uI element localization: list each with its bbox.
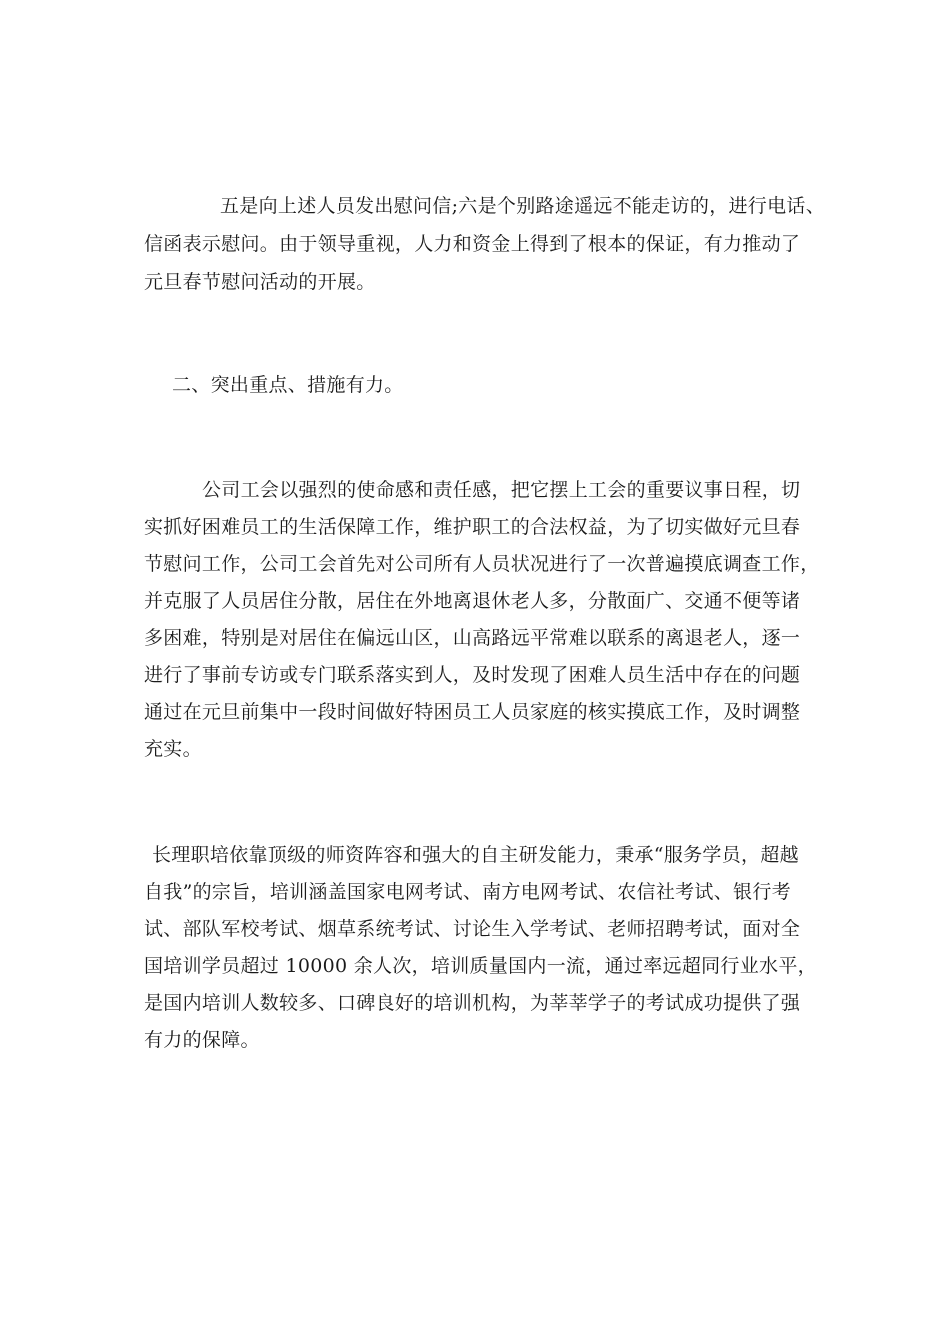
- paragraph-3-line-6: 有力的保障。: [144, 1029, 260, 1051]
- paragraph-3-line-1: 长理职培依靠顶级的师资阵容和强大的自主研发能力，秉承“服务学员，超越: [152, 844, 799, 866]
- paragraph-2-line-2: 实抓好困难员工的生活保障工作，维护职工的合法权益，为了切实做好元旦春: [144, 516, 801, 538]
- paragraph-2-line-3: 节慰问工作，公司工会首先对公司所有人员状况进行了一次普遍摸底调查工作，: [144, 553, 820, 575]
- paragraph-1-line-3: 元旦春节慰问活动的开展。: [144, 271, 376, 293]
- paragraph-2-line-1: 公司工会以强烈的使命感和责任感，把它摆上工会的重要议事日程，切: [202, 479, 801, 501]
- paragraph-3-line-5: 是国内培训人数较多、口碑良好的培训机构，为莘莘学子的考试成功提供了强: [144, 992, 801, 1014]
- paragraph-1-line-2: 信函表示慰问。由于领导重视，人力和资金上得到了根本的保证，有力推动了: [144, 233, 801, 255]
- paragraph-1-line-1: 五是向上述人员发出慰问信;六是个别路途遥远不能走访的，进行电话、: [220, 195, 826, 217]
- paragraph-2-line-7: 通过在元旦前集中一段时间做好特困员工人员家庭的核实摸底工作，及时调整: [144, 701, 801, 723]
- paragraph-2-line-6: 进行了事前专访或专门联系落实到人，及时发现了困难人员生活中存在的问题: [144, 664, 801, 686]
- paragraph-3-line-4: 国培训学员超过 10000 余人次，培训质量国内一流，通过率远超同行业水平，: [144, 955, 817, 977]
- paragraph-2-line-5: 多困难，特别是对居住在偏远山区，山高路远平常难以联系的离退老人，逐一: [144, 627, 801, 649]
- paragraph-2-line-4: 并克服了人员居住分散，居住在外地离退休老人多，分散面广、交通不便等诸: [144, 590, 801, 612]
- paragraph-2-line-8: 充实。: [144, 738, 202, 760]
- paragraph-3-line-2: 自我”的宗旨，培训涵盖国家电网考试、南方电网考试、农信社考试、银行考: [144, 881, 791, 903]
- paragraph-3-line-3: 试、部队军校考试、烟草系统考试、讨论生入学考试、老师招聘考试，面对全: [144, 918, 801, 940]
- section-heading-2: 二、突出重点、措施有力。: [172, 374, 404, 396]
